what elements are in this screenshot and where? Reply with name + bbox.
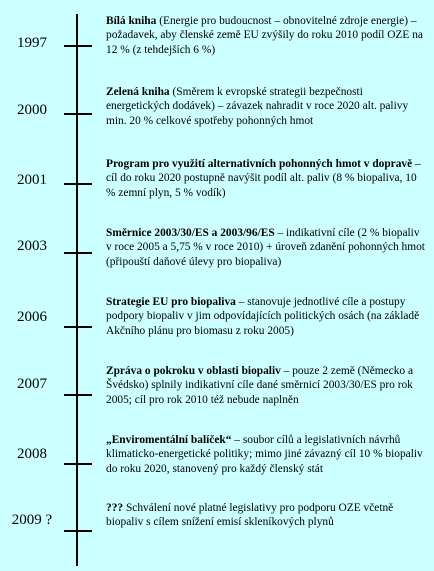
event-text: (Energie pro budoucnost – obnovitelné zdroje energie) – požadavek, aby členské země EU zvýšily do roku 2010 podíl OZE na 12 % (z tehdejších 6 %) <box>106 15 423 56</box>
timeline-axis <box>76 14 78 566</box>
event-2003 <box>106 226 428 269</box>
event-2007 <box>106 364 428 407</box>
event-2009 <box>106 501 428 530</box>
event-2008 <box>106 433 428 476</box>
year-2008: 2008 <box>17 446 47 462</box>
event-text: – soubor cílů a legislativních návrhů klimaticko-energetické politiky; mimo jiné závazný cíl 10 % biopaliv do roku 2020, stanovený pro každý členský stát <box>106 434 423 475</box>
event-text: – stanovuje jednotlivé cíle a postupy podpory biopaliv v jim odpovídajících politických osách (na základě Akčního plánu pro biomasu z roku 2005) <box>106 296 420 337</box>
tick-2003 <box>64 252 92 254</box>
event-text: – pouze 2 země (Německo a Švédsko) splnily indikativní cíle dané směrnicí 2003/30/ES pro rok 2005; cíl pro rok 2010 též nebude naplněn <box>106 365 414 406</box>
tick-1997 <box>64 45 92 47</box>
tick-2006 <box>64 326 92 328</box>
tick-2001 <box>64 183 92 185</box>
event-2000 <box>106 85 428 128</box>
event-2006 <box>106 295 428 338</box>
event-1997 <box>106 14 428 57</box>
event-title: „Enviromentální balíček“ <box>106 434 232 446</box>
event-text: (Směrem k evropské strategii bezpečnosti energetických dodávek) – závazek nahradit v roce 2020 alt. palivy min. 20 % celkové spotřeby pohonných hmot <box>106 86 409 127</box>
year-1997: 1997 <box>17 35 47 51</box>
event-title: Zelená kniha <box>106 86 170 98</box>
event-title: Směrnice 2003/30/ES a 2003/96/ES <box>106 227 275 239</box>
year-2006: 2006 <box>17 309 47 325</box>
tick-2000 <box>64 113 92 115</box>
event-2001 <box>106 157 428 200</box>
event-text: Schválení nové platné legislativy pro podporu OZE včetně biopaliv s cílem snížení emisí skleníkových plynů <box>106 502 394 529</box>
event-title: Program pro využití alternativních pohonných hmot v dopravě <box>106 158 413 170</box>
year-2009: 2009 ? <box>11 512 53 528</box>
tick-2007 <box>64 394 92 396</box>
event-title: Bílá kniha <box>106 15 157 27</box>
event-title: ??? <box>106 502 124 514</box>
year-2000: 2000 <box>17 102 47 118</box>
year-2007: 2007 <box>17 376 47 392</box>
event-text: – cíl do roku 2020 postupně navýšit podíl alt. paliv (8 % biopaliva, 10 % zemní plyn, 5 % vodík) <box>106 158 421 199</box>
event-text: – indikativní cíle (2 % biopaliv v roce 2005 a 5,75 % v roce 2010) + úroveň zdanění pohonných hmot (připouští daňové úlevy pro biopaliva) <box>106 227 425 268</box>
event-title: Zpráva o pokroku v oblasti biopaliv <box>106 365 281 377</box>
year-2003: 2003 <box>17 238 47 254</box>
tick-2008 <box>64 463 92 465</box>
year-2001: 2001 <box>17 172 47 188</box>
event-title: Strategie EU pro biopaliva <box>106 296 236 308</box>
tick-2009 <box>64 530 92 532</box>
